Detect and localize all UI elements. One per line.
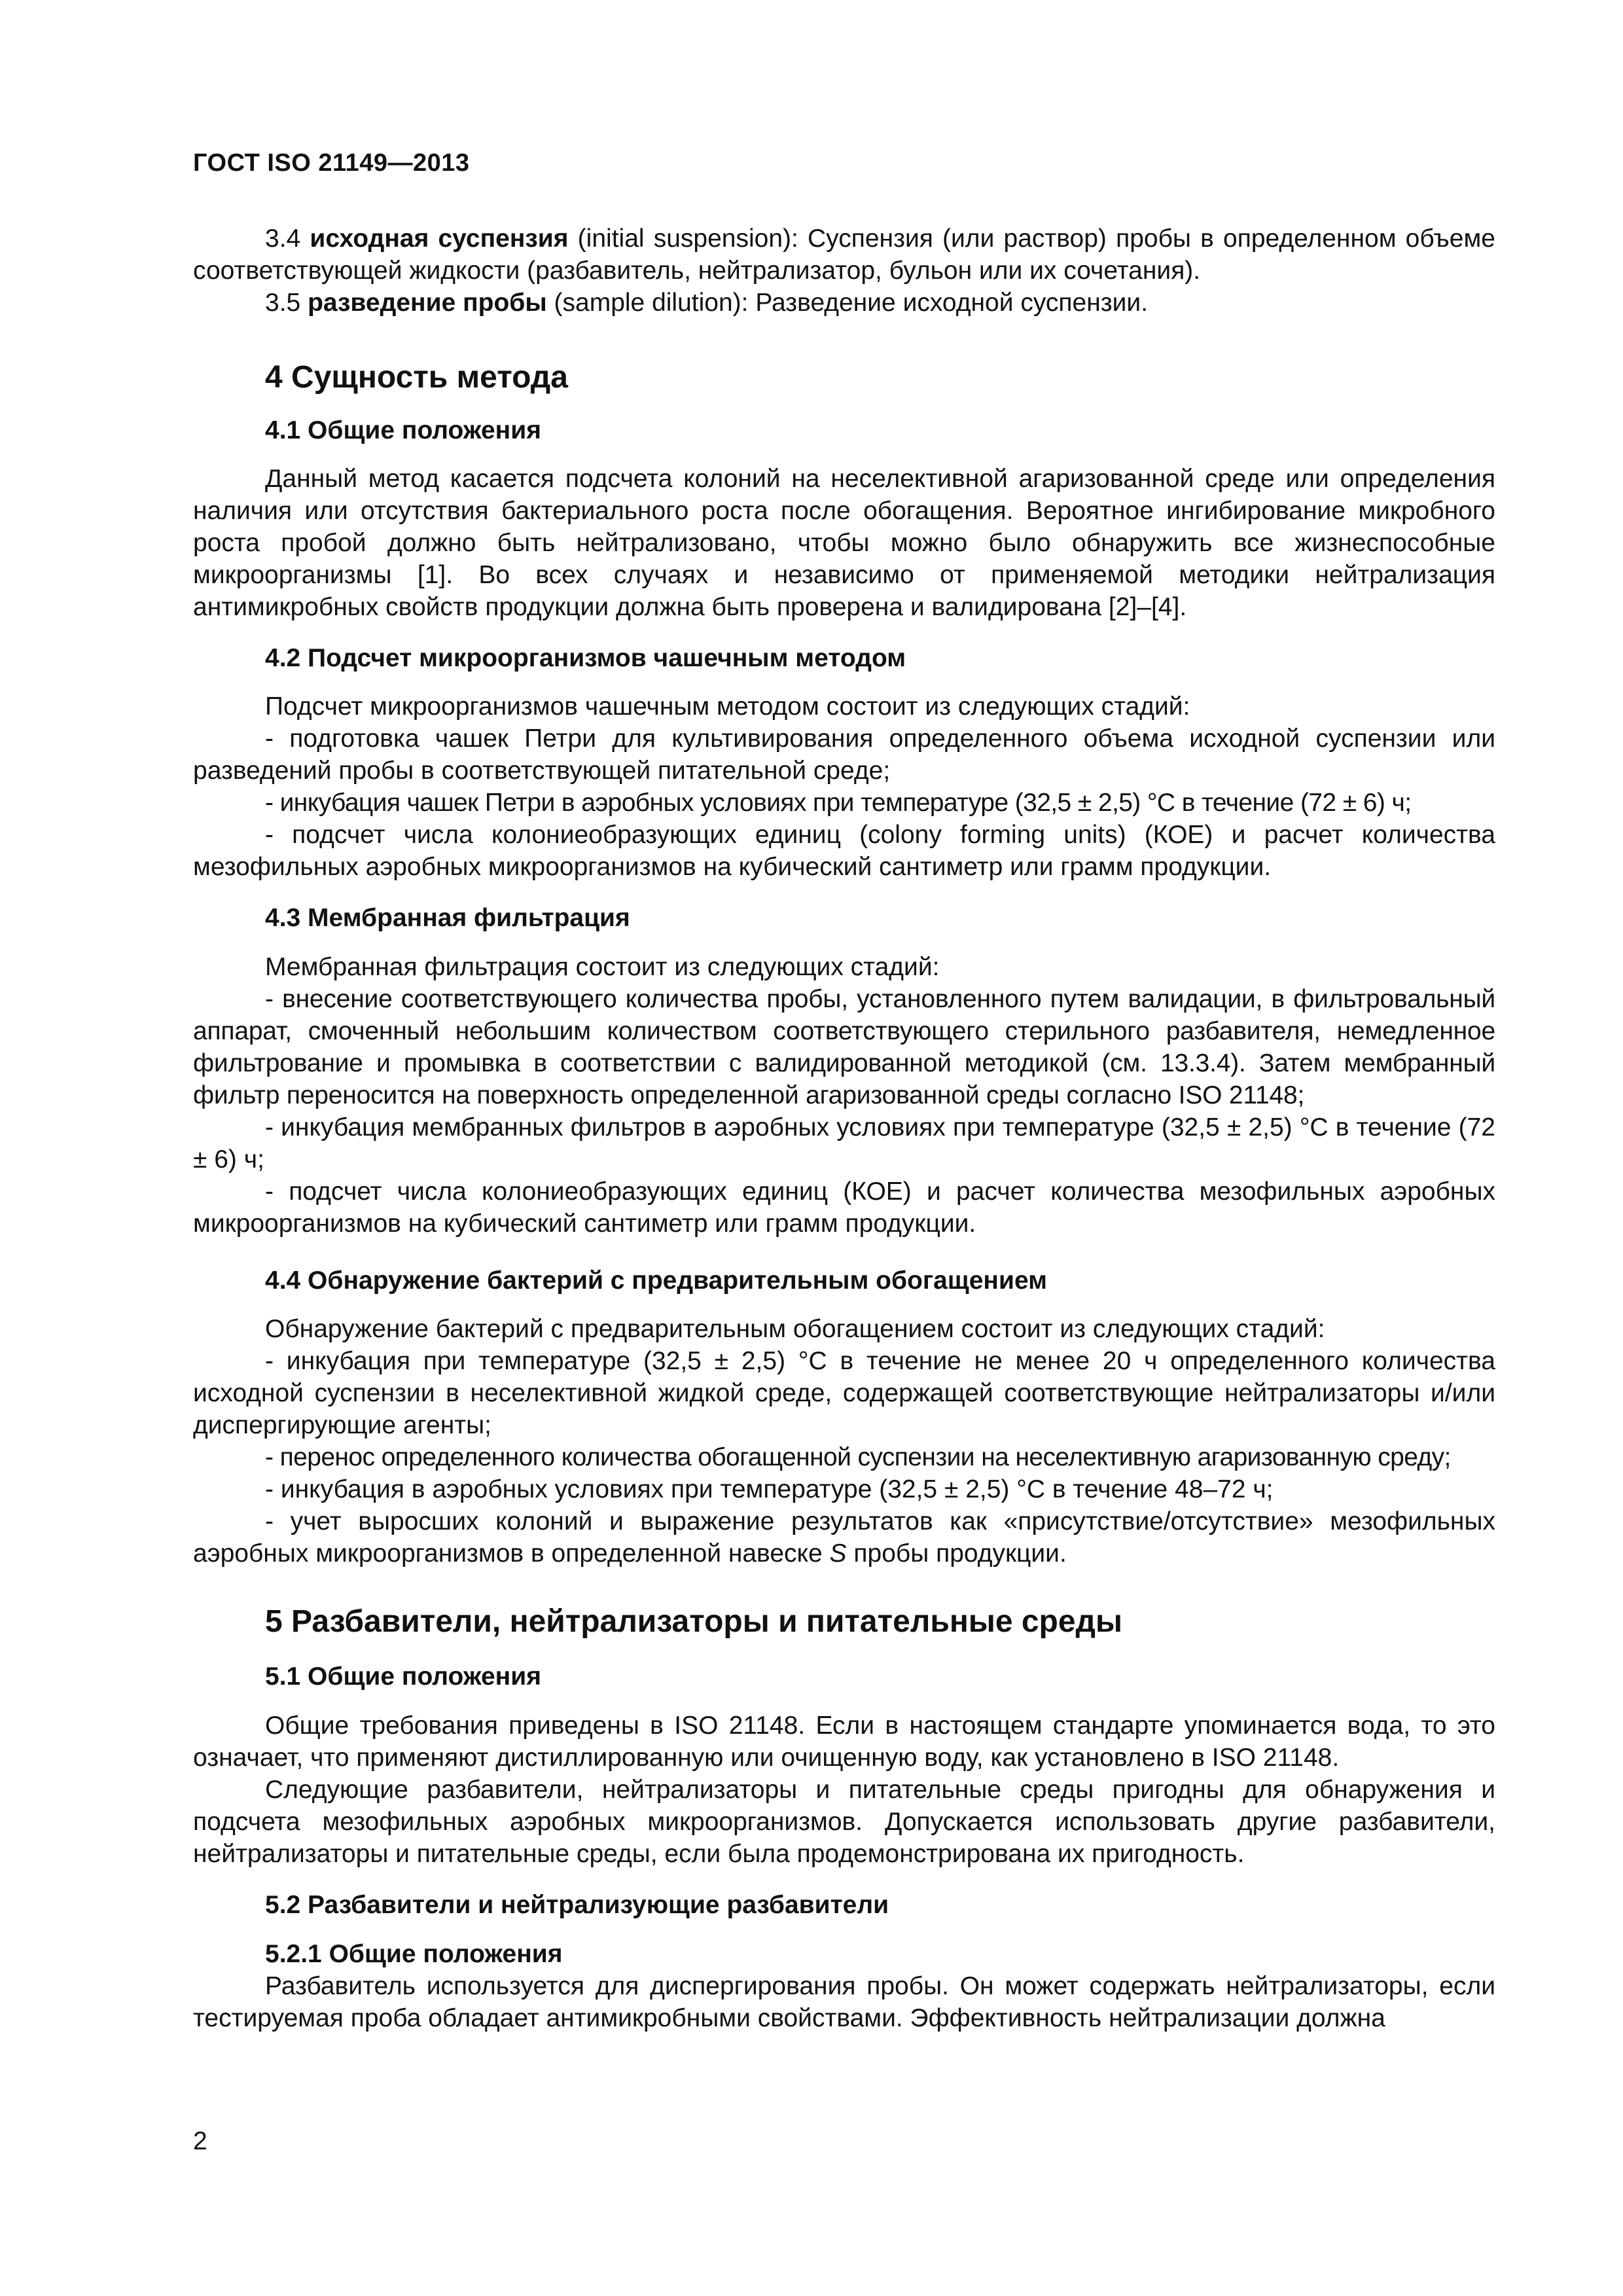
section-5-1-title: 5.1 Общие положения [265,1662,541,1691]
section-4-heading-block [193,358,1495,397]
document-header: ГОСТ ISO 21149—2013 [193,149,470,177]
section-5-2 [193,1889,1495,1921]
section-5-1 [193,1660,1495,1693]
list-item: - перенос определенного количества обогащенной суспензии на неселективную агаризованную среду; [265,1443,1451,1471]
section-4-4 [193,1265,1495,1297]
section-4-3-title: 4.3 Мембранная фильтрация [265,904,630,932]
list-item: - инкубация в аэробных условиях при температуре (32,5 ± 2,5) °С в течение 48–72 ч; [265,1475,1274,1503]
section-4-3 [193,902,1495,934]
list-item: - подсчет числа колониеобразующих единиц (colony forming units) (КОЕ) и расчет количества мезофильных аэробных микроорганизмов на кубический сантиметр или грамм продукции. [193,821,1495,881]
list-item: - подсчет числа колониеобразующих единиц (КОЕ) и расчет количества мезофильных аэробных микроорганизмов на кубический сантиметр или грамм продукции. [193,1177,1495,1238]
list-item: - учет выросших колоний и выражение результатов как «присутствие/отсутствие» мезофильных аэробных микроорганизмов в определенной навеске S пробы продукции. [193,1507,1495,1568]
section-5-heading-block [193,1602,1495,1641]
section-5-2-1-title: 5.2.1 Общие положения [265,1940,563,1968]
section-4-3-intro: Мембранная фильтрация состоит из следующих стадий: [265,953,940,981]
list-item: - инкубация при температуре (32,5 ± 2,5) °С в течение не менее 20 ч определенного количества исходной суспензии в неселективной жидкой среде, содержащей соответствующие нейтрализаторы и/или диспергирующие агенты; [193,1347,1495,1439]
section-4-1-paragraph: Данный метод касается подсчета колоний на неселективной агаризованной среде или определения наличия или отсутствия бактериального роста после обогащения. Вероятное ингибирование микробного роста пробой должно быть нейтрализовано, чтобы можно было обнаружить все жизнеспособные микроорганизмы [1]. Во всех случаях и независимо от применяемой методики нейтрализация антимикробных свойств продукции должна быть проверена и валидирована [2]–[4]. [193,465,1495,621]
section-5-title: 5 Разбавители, нейтрализаторы и питательные среды [265,1604,1123,1639]
terms-block [193,223,1495,319]
section-4-1 [193,414,1495,446]
section-4-2 [193,642,1495,674]
list-item: - подготовка чашек Петри для культивирования определенного объема исходной суспензии или разведений пробы в соответствующей питательной среде; [193,725,1495,785]
section-5-2-title: 5.2 Разбавители и нейтрализующие разбавители [265,1891,889,1919]
page-number: 2 [193,2127,207,2155]
section-4-2-body [193,691,1495,883]
section-4-2-title: 4.2 Подсчет микроорганизмов чашечным методом [265,644,906,672]
section-4-1-title: 4.1 Общие положения [265,416,541,444]
section-4-4-title: 4.4 Обнаружение бактерий с предварительным обогащением [265,1266,1047,1295]
section-5-2-1 [193,1938,1495,2034]
section-5-1-paragraph-2: Следующие разбавители, нейтрализаторы и питательные среды пригодны для обнаружения и подсчета мезофильных аэробных микроорганизмов. Допускается использовать другие разбавители, нейтрализаторы и питательные среды, если была продемонстрирована их пригодность. [193,1776,1495,1868]
section-5-1-body [193,1710,1495,1870]
section-4-title: 4 Сущность метода [265,360,568,395]
section-4-1-body [193,463,1495,623]
section-4-3-body [193,951,1495,1240]
section-4-4-body [193,1313,1495,1570]
section-4-4-intro: Обнаружение бактерий с предварительным обогащением состоит из следующих стадий: [265,1315,1325,1343]
term-3-4: 3.4 исходная суспензия (initial suspension): Суспензия (или раствор) пробы в определенном объеме соответствующей жидкости (разбавитель, нейтрализатор, бульон или их сочетания). [193,224,1495,285]
list-item: - инкубация чашек Петри в аэробных условиях при температуре (32,5 ± 2,5) °С в течение (72 ± 6) ч; [265,789,1412,817]
term-3-4-name: исходная суспензия [310,224,569,253]
list-item: - инкубация мембранных фильтров в аэробных условиях при температуре (32,5 ± 2,5) °С в течение (72 ± 6) ч; [193,1113,1495,1174]
term-3-5: 3.5 разведение пробы (sample dilution): Разведение исходной суспензии. [265,289,1149,317]
section-5-1-paragraph-1: Общие требования приведены в ISO 21148. Если в настоящем стандарте упоминается вода, то это означает, что применяют дистиллированную или очищенную воду, как установлено в ISO 21148. [193,1712,1495,1772]
section-5-2-1-paragraph: Разбавитель используется для диспергирования пробы. Он может содержать нейтрализаторы, если тестируемая проба обладает антимикробными свойствами. Эффективность нейтрализации должна [193,1972,1495,2032]
list-item: - внесение соответствующего количества пробы, установленного путем валидации, в фильтровальный аппарат, смоченный небольшим количеством соответствующего стерильного разбавителя, немедленное фильтрование и промывка в соответствии с валидированной методикой (см. 13.3.4). Затем мембранный фильтр переносится на поверхность определенной агаризованной среды согласно ISO 21148; [193,985,1495,1109]
section-4-2-intro: Подсчет микроорганизмов чашечным методом состоит из следующих стадий: [265,692,1190,721]
term-3-5-name: разведение пробы [308,289,547,317]
